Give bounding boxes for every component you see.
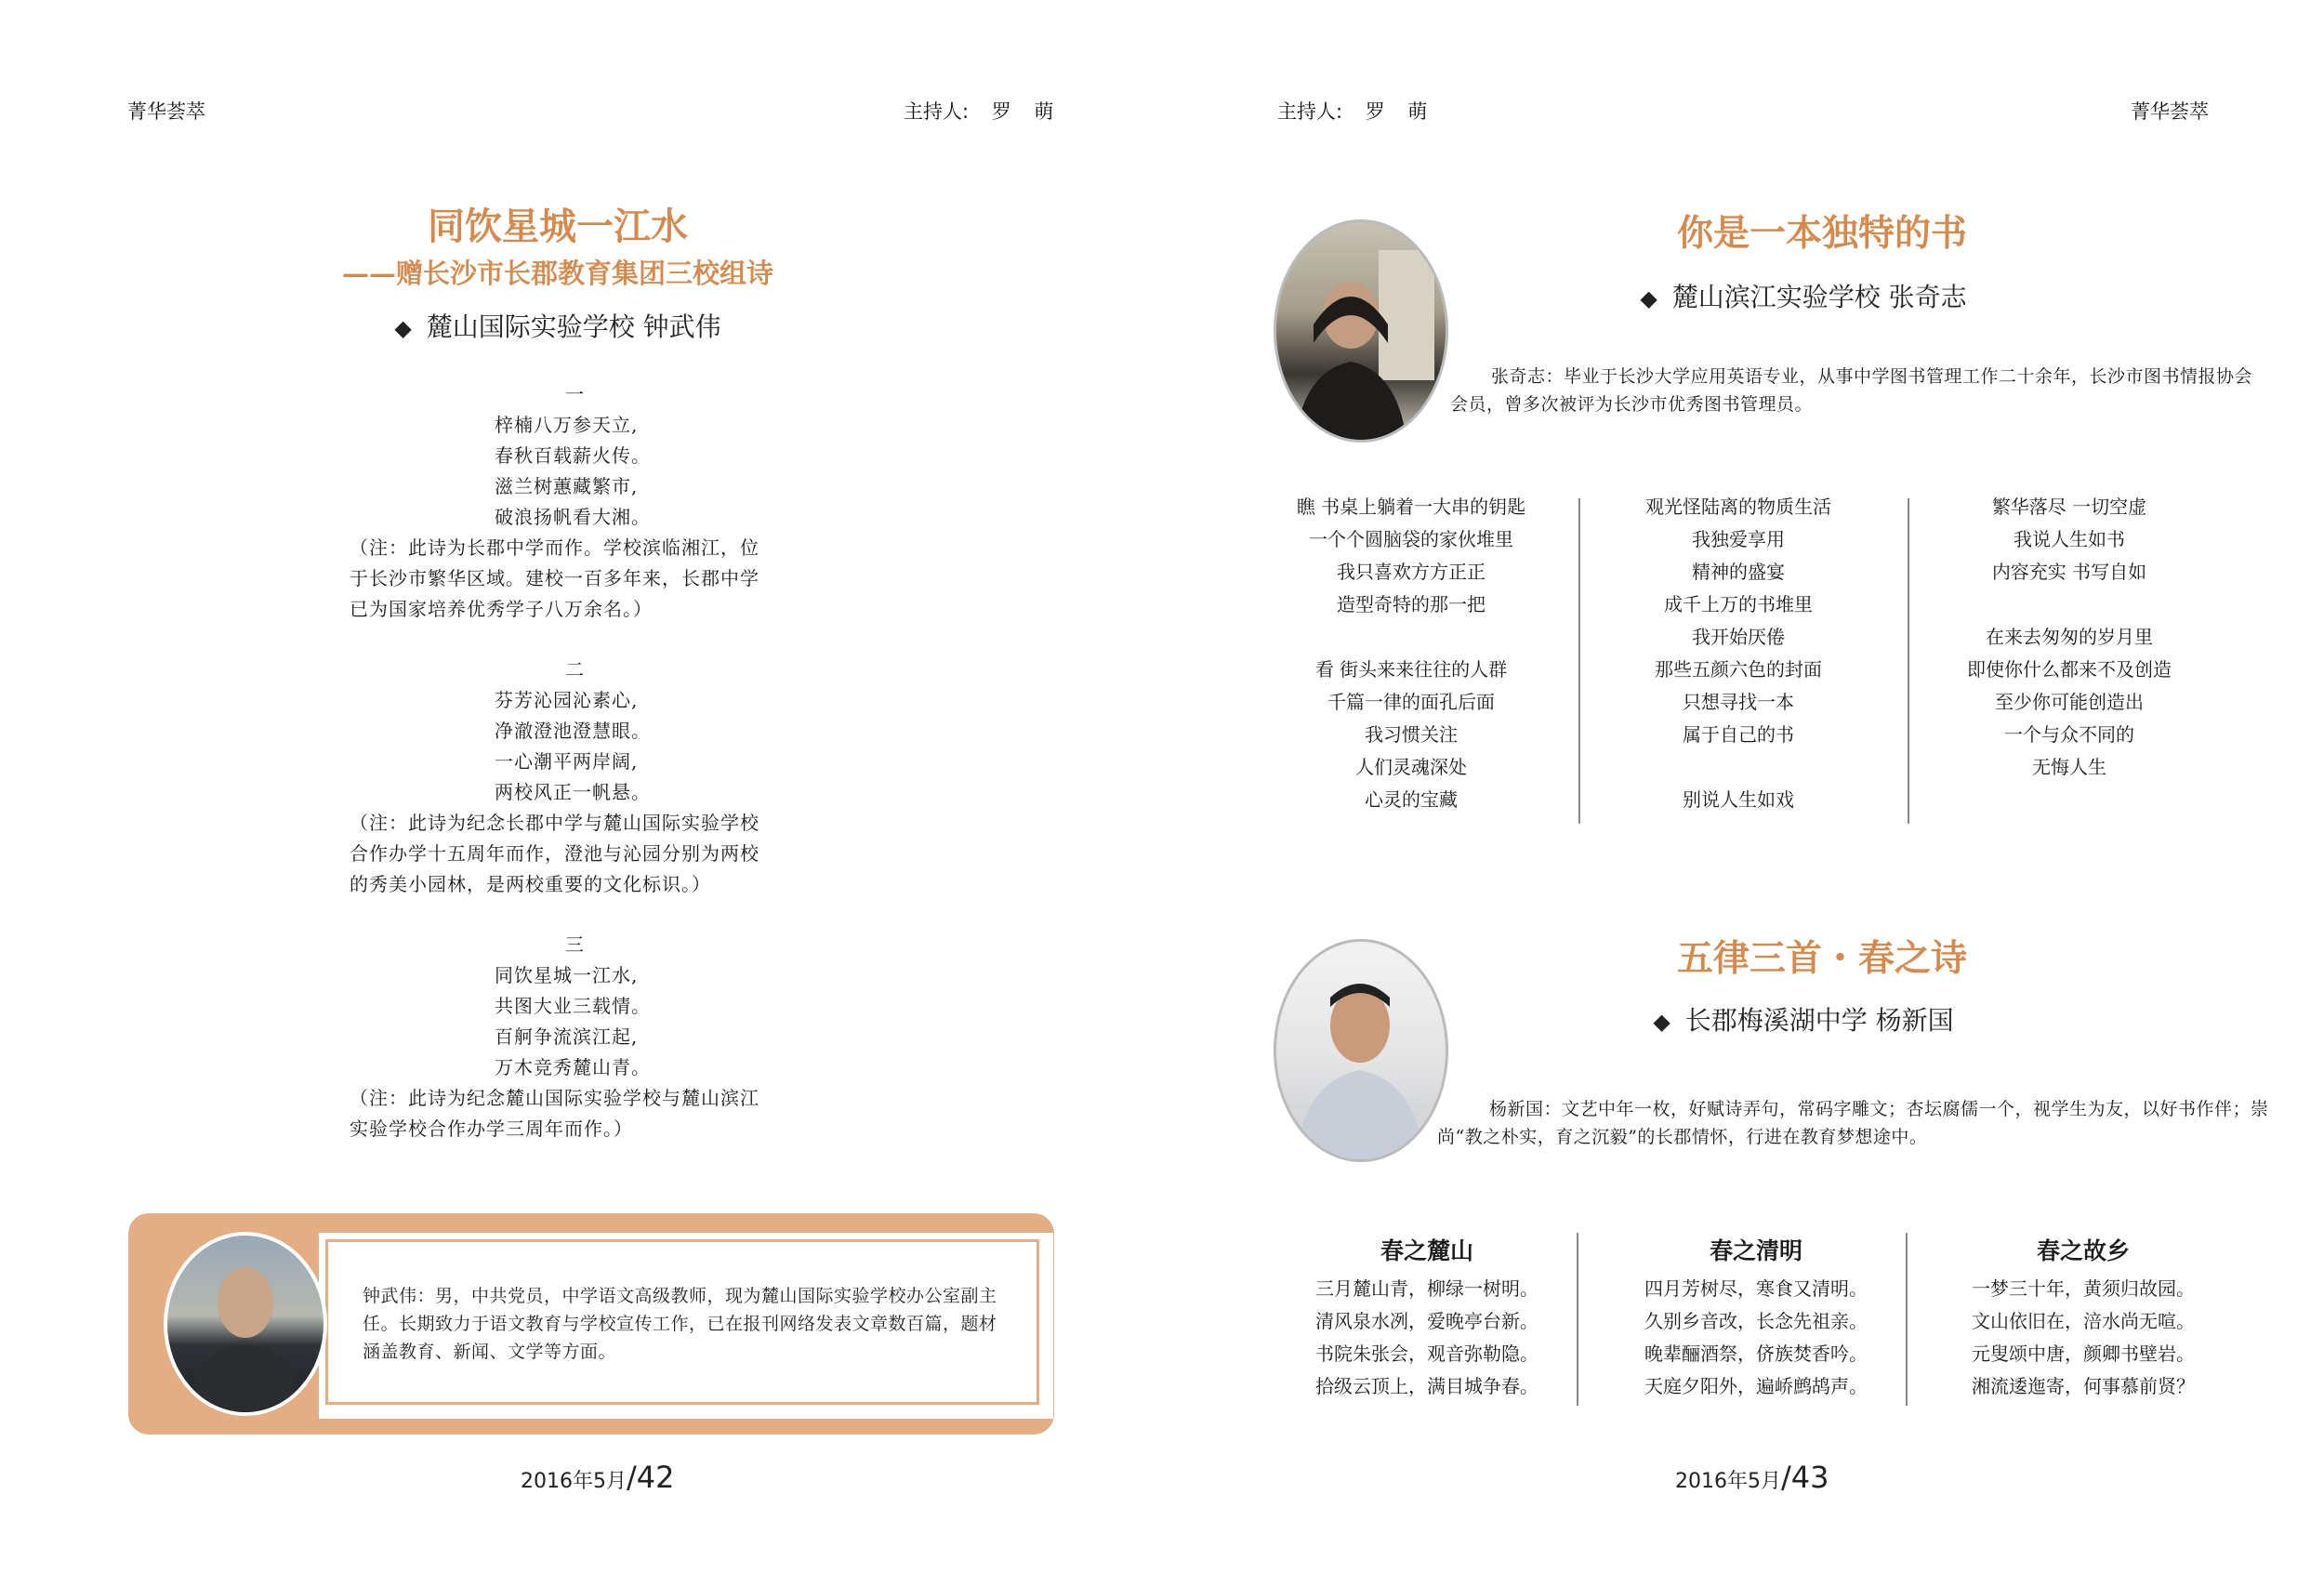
poem-line: 晚辈酾酒祭，侪族焚香吟。	[1644, 1342, 1868, 1365]
author-photo-yang	[1274, 939, 1448, 1162]
diamond-icon: ◆	[394, 315, 412, 341]
poem-line: 破浪扬帆看大湘。	[495, 506, 651, 528]
page-number: /42	[627, 1460, 675, 1495]
column-title: 春之故乡	[2036, 1237, 2130, 1264]
poem-line: 属于自己的书	[1683, 723, 1794, 746]
poem-line: 看 街头来来往往的人群	[1314, 658, 1508, 681]
poem-line: 在来去匆匆的岁月里	[1986, 626, 2153, 648]
poem-line: 观光怪陆离的物质生活	[1645, 496, 1831, 518]
poem2-column	[1948, 1235, 2218, 1403]
poem-line: 万木竞秀麓山青。	[495, 1056, 651, 1078]
column-divider	[1577, 1233, 1578, 1406]
poem1-title: 你是一本独特的书	[1676, 212, 1967, 255]
poem-author	[279, 307, 837, 344]
poem-line: 一心潮平两岸阔,	[495, 750, 639, 773]
poem-line: 四月芳树尽，寒食又清明。	[1644, 1277, 1868, 1300]
poem2-author-text: 长郡梅溪湖中学 杨新国	[1684, 1005, 1954, 1036]
poem-line: 三月麓山青，柳绿一树明。	[1315, 1277, 1538, 1300]
poem1-column	[1599, 491, 1878, 816]
poem1-column	[1272, 491, 1551, 816]
poem2-column	[1292, 1235, 1562, 1403]
poem-section-number: 三	[565, 933, 584, 956]
poem-line: 百舸争流滨江起,	[495, 1025, 639, 1048]
person-silhouette-icon	[167, 1236, 324, 1412]
poem-line: 千篇一律的面孔后面	[1327, 691, 1495, 713]
poem-line: 久别乡音改，长念先祖亲。	[1644, 1310, 1868, 1332]
poem-note-line: 已为国家培养优秀学子八万余名。）	[350, 598, 653, 620]
poem-line: 造型奇特的那一把	[1337, 593, 1486, 615]
poem-line: 成千上万的书堆里	[1664, 593, 1813, 615]
poem-line: 即使你什么都来不及创造	[1967, 658, 2172, 681]
poem-line: 书院朱张会，观音弥勒隐。	[1315, 1342, 1538, 1365]
poem-line: 一个个圆脑袋的家伙堆里	[1309, 528, 1513, 550]
poem-section-number: 一	[565, 383, 584, 405]
poem-line: 人们灵魂深处	[1355, 756, 1467, 778]
poem-section	[351, 930, 788, 1144]
poem-section	[351, 379, 788, 625]
poem-line: 无悔人生	[2032, 756, 2106, 778]
stanza-break	[1272, 621, 1551, 654]
poem-line: 同饮星城一江水,	[495, 964, 639, 986]
poem-line: 文山依旧在，涪水尚无喧。	[1972, 1310, 2195, 1332]
person-silhouette-icon	[1276, 222, 1446, 440]
poem-line: 天庭夕阳外，遍峤鹧鸪声。	[1644, 1375, 1868, 1397]
poem-note-line: （注：此诗为长郡中学而作。学校滨临湘江，位	[350, 536, 759, 559]
poem2-column	[1621, 1235, 1891, 1403]
right-page	[1162, 0, 2324, 1587]
poem2-title: 五律三首・春之诗	[1676, 937, 1967, 980]
column-title: 春之麓山	[1380, 1237, 1473, 1264]
poem-section-number: 二	[565, 658, 584, 681]
poem1-bio: 张奇志：毕业于长沙大学应用英语专业，从事中学图书管理工作二十余年，长沙市图书情报协会会员，曾多次被评为长沙市优秀图书管理员。	[1450, 366, 2253, 415]
poem-line: 精神的盛宴	[1692, 561, 1785, 583]
poem-note-line: 合作办学十五周年而作，澄池与沁园分别为两校	[350, 842, 759, 865]
diamond-icon: ◆	[1653, 1009, 1670, 1035]
author-photo-zhang	[1274, 219, 1448, 443]
poem-line: 净澈澄池澄慧眼。	[495, 720, 651, 742]
poem-line: 别说人生如戏	[1683, 788, 1794, 811]
right-header-host: 主持人: 罗 萌	[1277, 100, 1428, 123]
poem-line: 繁华落尽 一切空虚	[1991, 496, 2147, 518]
footer	[521, 1460, 675, 1495]
poem-subtitle: ——赠长沙市长郡教育集团三校组诗	[341, 258, 773, 289]
poem-section	[351, 655, 788, 900]
poem2-author	[1515, 1000, 2092, 1038]
poem-line: 内容充实 书写自如	[1991, 561, 2147, 583]
poem1-author	[1515, 277, 2092, 314]
poem-line: 芬芳沁园沁素心,	[495, 689, 639, 711]
poem-line: 两校风正一帆悬。	[495, 781, 651, 803]
poem1-author-text: 麓山滨江实验学校 张奇志	[1671, 282, 1967, 312]
poem-line: 瞧 书桌上躺着一大串的钥匙	[1296, 496, 1526, 518]
poem-line: 我只喜欢方方正正	[1337, 561, 1486, 583]
poem-line: 梓楠八万参天立,	[495, 414, 639, 436]
poem-line: 元叟颂中唐，颜卿书壁岩。	[1972, 1342, 2195, 1365]
poem-note-line: （注：此诗为纪念长郡中学与麓山国际实验学校	[350, 812, 759, 834]
right-header-section: 菁华荟萃	[2131, 100, 2209, 123]
poem-line: 春秋百载薪火传。	[495, 444, 651, 467]
poem-line: 湘流逶迤寄，何事慕前贤？	[1972, 1375, 2195, 1397]
left-header-host: 主持人: 罗 萌	[904, 100, 1054, 123]
left-header-section: 菁华荟萃	[127, 100, 205, 123]
poem-line: 心灵的宝藏	[1365, 788, 1458, 811]
page-number: /43	[1781, 1460, 1829, 1495]
poem-line: 我说人生如书	[2014, 528, 2125, 550]
column-divider	[1908, 498, 1909, 824]
poem-line: 我习惯关注	[1365, 723, 1458, 746]
stanza-break	[1930, 589, 2209, 621]
poem-line: 滋兰树蕙藏繁市,	[495, 475, 639, 497]
poem2-bio: 杨新国：文艺中年一枚，好赋诗弄句，常码字雕文；杏坛腐儒一个，视学生为友，以好书作伴；崇尚“教之朴实，育之沉毅”的长郡情怀，行进在教育梦想途中。	[1437, 1099, 2269, 1147]
footer	[1675, 1460, 1829, 1495]
column-title: 春之清明	[1709, 1237, 1802, 1264]
author-bio: 钟武伟：男，中共党员，中学语文高级教师，现为麓山国际实验学校办公室副主任。长期致力于语文教育与学校宣传工作，已在报刊网络发表文章数百篇，题材涵盖教育、新闻、文学等方面。	[363, 1286, 997, 1362]
poem-note-line: 实验学校合作办学三周年而作。）	[350, 1118, 633, 1140]
column-divider	[1578, 498, 1580, 824]
poem-group	[351, 379, 788, 1174]
poem-line: 一个与众不同的	[2004, 723, 2134, 746]
author-photo	[164, 1232, 327, 1416]
poem-line: 只想寻找一本	[1683, 691, 1794, 713]
footer-date: 2016年5月	[521, 1470, 627, 1493]
poem1-column	[1930, 491, 2209, 784]
diamond-icon: ◆	[1640, 285, 1657, 311]
poem-line: 我开始厌倦	[1692, 626, 1785, 648]
poem-note-line: 于长沙市繁华区域。建校一百多年来，长郡中学	[350, 567, 759, 589]
poem-line: 那些五颜六色的封面	[1655, 658, 1822, 681]
stanza-break	[1599, 751, 1878, 784]
poem-note-line: 的秀美小园林，是两校重要的文化标识。）	[350, 873, 711, 895]
poem-note-line: （注：此诗为纪念麓山国际实验学校与麓山滨江	[350, 1087, 759, 1109]
bio-card	[128, 1213, 1054, 1435]
poem-line: 清风泉水冽，爱晚亭台新。	[1315, 1310, 1538, 1332]
poem-line: 拾级云顶上，满目城争春。	[1315, 1375, 1538, 1397]
person-silhouette-icon	[1276, 942, 1446, 1159]
poem-line: 一梦三十年，黄须归故园。	[1972, 1277, 2195, 1300]
footer-date: 2016年5月	[1675, 1470, 1781, 1493]
poem-line: 至少你可能创造出	[1995, 691, 2144, 713]
column-divider	[1906, 1233, 1908, 1406]
poem-title: 同饮星城一江水	[428, 205, 688, 248]
poem-line: 我独爱享用	[1692, 528, 1785, 550]
poem-author-text: 麓山国际实验学校 钟武伟	[426, 311, 721, 342]
poem-line: 共图大业三载情。	[495, 995, 651, 1017]
